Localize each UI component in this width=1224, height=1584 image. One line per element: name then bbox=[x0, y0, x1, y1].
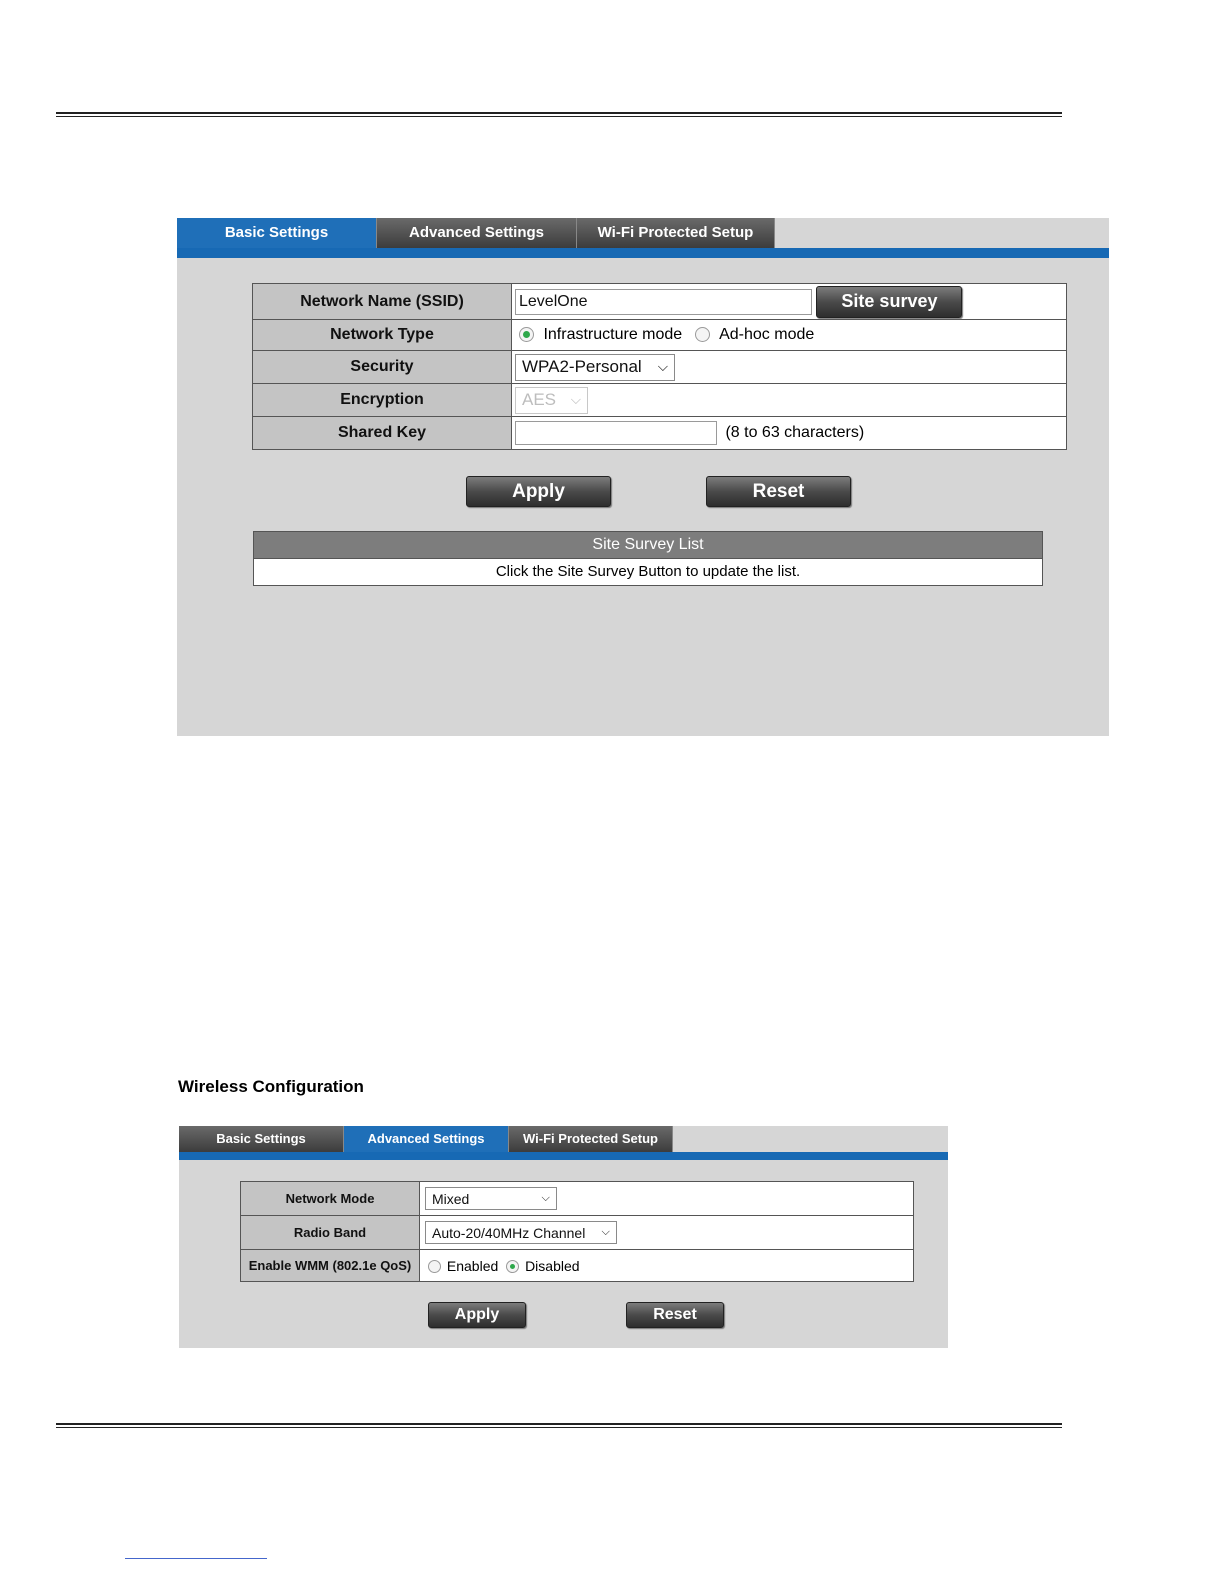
site-survey-button[interactable]: Site survey bbox=[816, 286, 962, 318]
security-select[interactable] bbox=[515, 354, 675, 381]
tab-basic-settings[interactable]: Basic Settings bbox=[177, 218, 377, 248]
tab-wifi-protected-setup[interactable]: Wi-Fi Protected Setup bbox=[577, 218, 775, 248]
chevron-down-icon: ⌵ bbox=[541, 1192, 550, 1204]
wmm-row bbox=[241, 1250, 914, 1282]
wmm-disabled-label: Disabled bbox=[525, 1257, 580, 1274]
shared-key-input[interactable] bbox=[515, 421, 717, 445]
tab-advanced-settings[interactable]: Advanced Settings bbox=[377, 218, 577, 248]
reset-button[interactable]: Reset bbox=[626, 1302, 724, 1328]
infrastructure-mode-label: Infrastructure mode bbox=[543, 326, 683, 343]
wmm-enabled-label: Enabled bbox=[446, 1257, 499, 1274]
tab-underline-bar bbox=[179, 1152, 948, 1160]
security-select-value: WPA2-Personal bbox=[522, 357, 642, 376]
encryption-select[interactable] bbox=[515, 387, 588, 414]
tab-advanced-settings[interactable]: Advanced Settings bbox=[344, 1126, 509, 1152]
chevron-down-icon: ⌵ bbox=[657, 359, 668, 374]
site-survey-list-title: Site Survey List bbox=[254, 532, 1042, 558]
shared-key-row bbox=[253, 417, 1067, 450]
radio-band-select-value: Auto-20/40MHz Channel bbox=[432, 1224, 586, 1241]
footer-link-underline bbox=[125, 1558, 267, 1559]
radio-band-label: Radio Band bbox=[241, 1216, 420, 1250]
network-mode-select-value: Mixed bbox=[432, 1190, 470, 1207]
footer-rule bbox=[56, 1423, 1062, 1428]
tab-underline-bar bbox=[177, 248, 1109, 258]
site-survey-list bbox=[253, 531, 1043, 586]
network-type-row bbox=[253, 320, 1067, 351]
tab-bar bbox=[179, 1126, 673, 1152]
radio-infrastructure[interactable] bbox=[519, 327, 534, 342]
tab-wifi-protected-setup[interactable]: Wi-Fi Protected Setup bbox=[509, 1126, 673, 1152]
adhoc-mode-label: Ad-hoc mode bbox=[719, 326, 815, 343]
tab-bar bbox=[177, 218, 775, 248]
chevron-down-icon: ⌵ bbox=[570, 392, 581, 407]
apply-button[interactable]: Apply bbox=[466, 476, 611, 507]
encryption-label: Encryption bbox=[253, 384, 512, 417]
chevron-down-icon: ⌵ bbox=[601, 1226, 610, 1238]
basic-settings-form bbox=[252, 283, 1067, 450]
radio-band-row bbox=[241, 1216, 914, 1250]
network-mode-select[interactable] bbox=[425, 1187, 557, 1210]
network-mode-row bbox=[241, 1182, 914, 1216]
tab-basic-settings[interactable]: Basic Settings bbox=[179, 1126, 344, 1152]
ssid-row bbox=[253, 284, 1067, 320]
radio-adhoc[interactable] bbox=[695, 327, 710, 342]
reset-button[interactable]: Reset bbox=[706, 476, 851, 507]
radio-wmm-disabled[interactable] bbox=[506, 1260, 519, 1273]
encryption-row bbox=[253, 384, 1067, 417]
shared-key-hint: (8 to 63 characters) bbox=[725, 424, 865, 442]
network-type-label: Network Type bbox=[253, 320, 512, 351]
header-rule bbox=[56, 112, 1062, 117]
apply-button[interactable]: Apply bbox=[428, 1302, 526, 1328]
site-survey-wrap bbox=[816, 286, 962, 318]
advanced-settings-form bbox=[240, 1181, 914, 1282]
ssid-input[interactable]: LevelOne bbox=[515, 289, 812, 315]
shared-key-label: Shared Key bbox=[253, 417, 512, 450]
ssid-label: Network Name (SSID) bbox=[253, 284, 512, 320]
wmm-label: Enable WMM (802.1e QoS) bbox=[241, 1250, 420, 1282]
security-label: Security bbox=[253, 351, 512, 384]
section-heading: Wireless Configuration bbox=[178, 1077, 364, 1096]
radio-wmm-enabled[interactable] bbox=[428, 1260, 441, 1273]
site-survey-list-message: Click the Site Survey Button to update the list. bbox=[254, 558, 1042, 585]
network-mode-label: Network Mode bbox=[241, 1182, 420, 1216]
security-row bbox=[253, 351, 1067, 384]
radio-band-select[interactable] bbox=[425, 1221, 617, 1244]
encryption-select-value: AES bbox=[522, 390, 557, 409]
